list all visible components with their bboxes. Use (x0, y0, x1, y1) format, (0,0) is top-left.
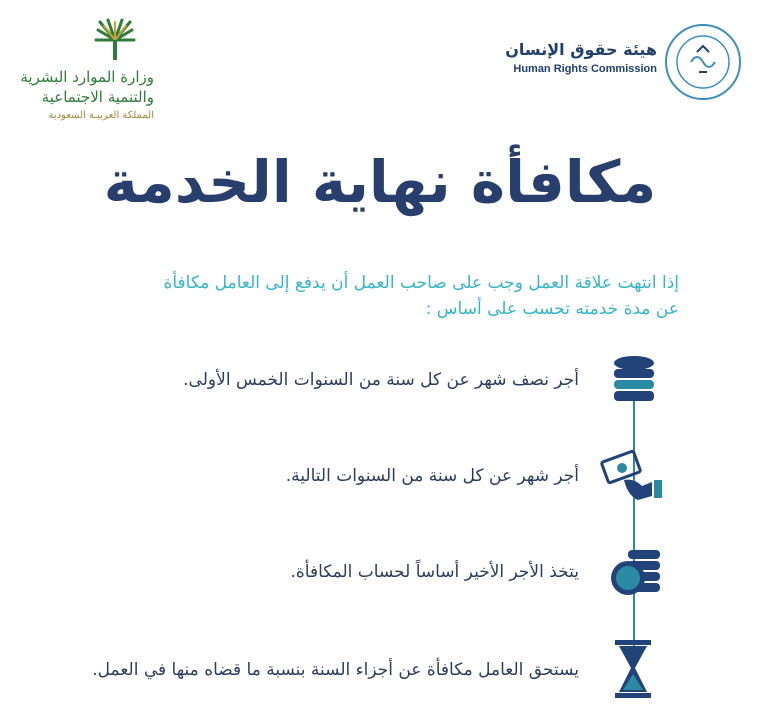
intro-line2: عن مدة خدمته تحسب على أساس : (425, 299, 679, 319)
ministry-logo (10, 18, 160, 121)
item-text-1: أجر نصف شهر عن كل سنة من السنوات الخمس الأولى. (183, 370, 579, 390)
hourglass-icon (613, 638, 653, 700)
cash-hand-icon (600, 448, 668, 502)
palm-icon (92, 18, 138, 62)
ministry-name-line1: وزارة الموارد البشرية (20, 68, 154, 86)
timeline-line (633, 400, 635, 650)
coins-icon (610, 546, 664, 598)
hrc-seal-icon (663, 22, 743, 102)
stack-icon (612, 355, 656, 405)
commission-name-ar: هيئة حقوق الإنسان (505, 40, 657, 59)
ministry-country: المملكة العربيـة السعودية (48, 110, 154, 121)
commission-name-en: Human Rights Commission (513, 63, 657, 75)
page-title: مكافأة نهاية الخدمة (103, 148, 657, 216)
intro-text (79, 270, 679, 322)
item-text-2: أجر شهر عن كل سنة من السنوات التالية. (285, 466, 579, 486)
item-text-3: يتخذ الأجر الأخير أساساً لحساب المكافأة. (290, 562, 579, 582)
ministry-name-line2: والتنمية الاجتماعية (41, 88, 154, 106)
item-text-4: يستحق العامل مكافأة عن أجزاء السنة بنسبة ما قضاه منها في العمل. (92, 660, 579, 680)
intro-line1: إذا انتهت علاقة العمل وجب على صاحب العمل أن يدفع إلى العامل مكافأة (163, 273, 679, 293)
